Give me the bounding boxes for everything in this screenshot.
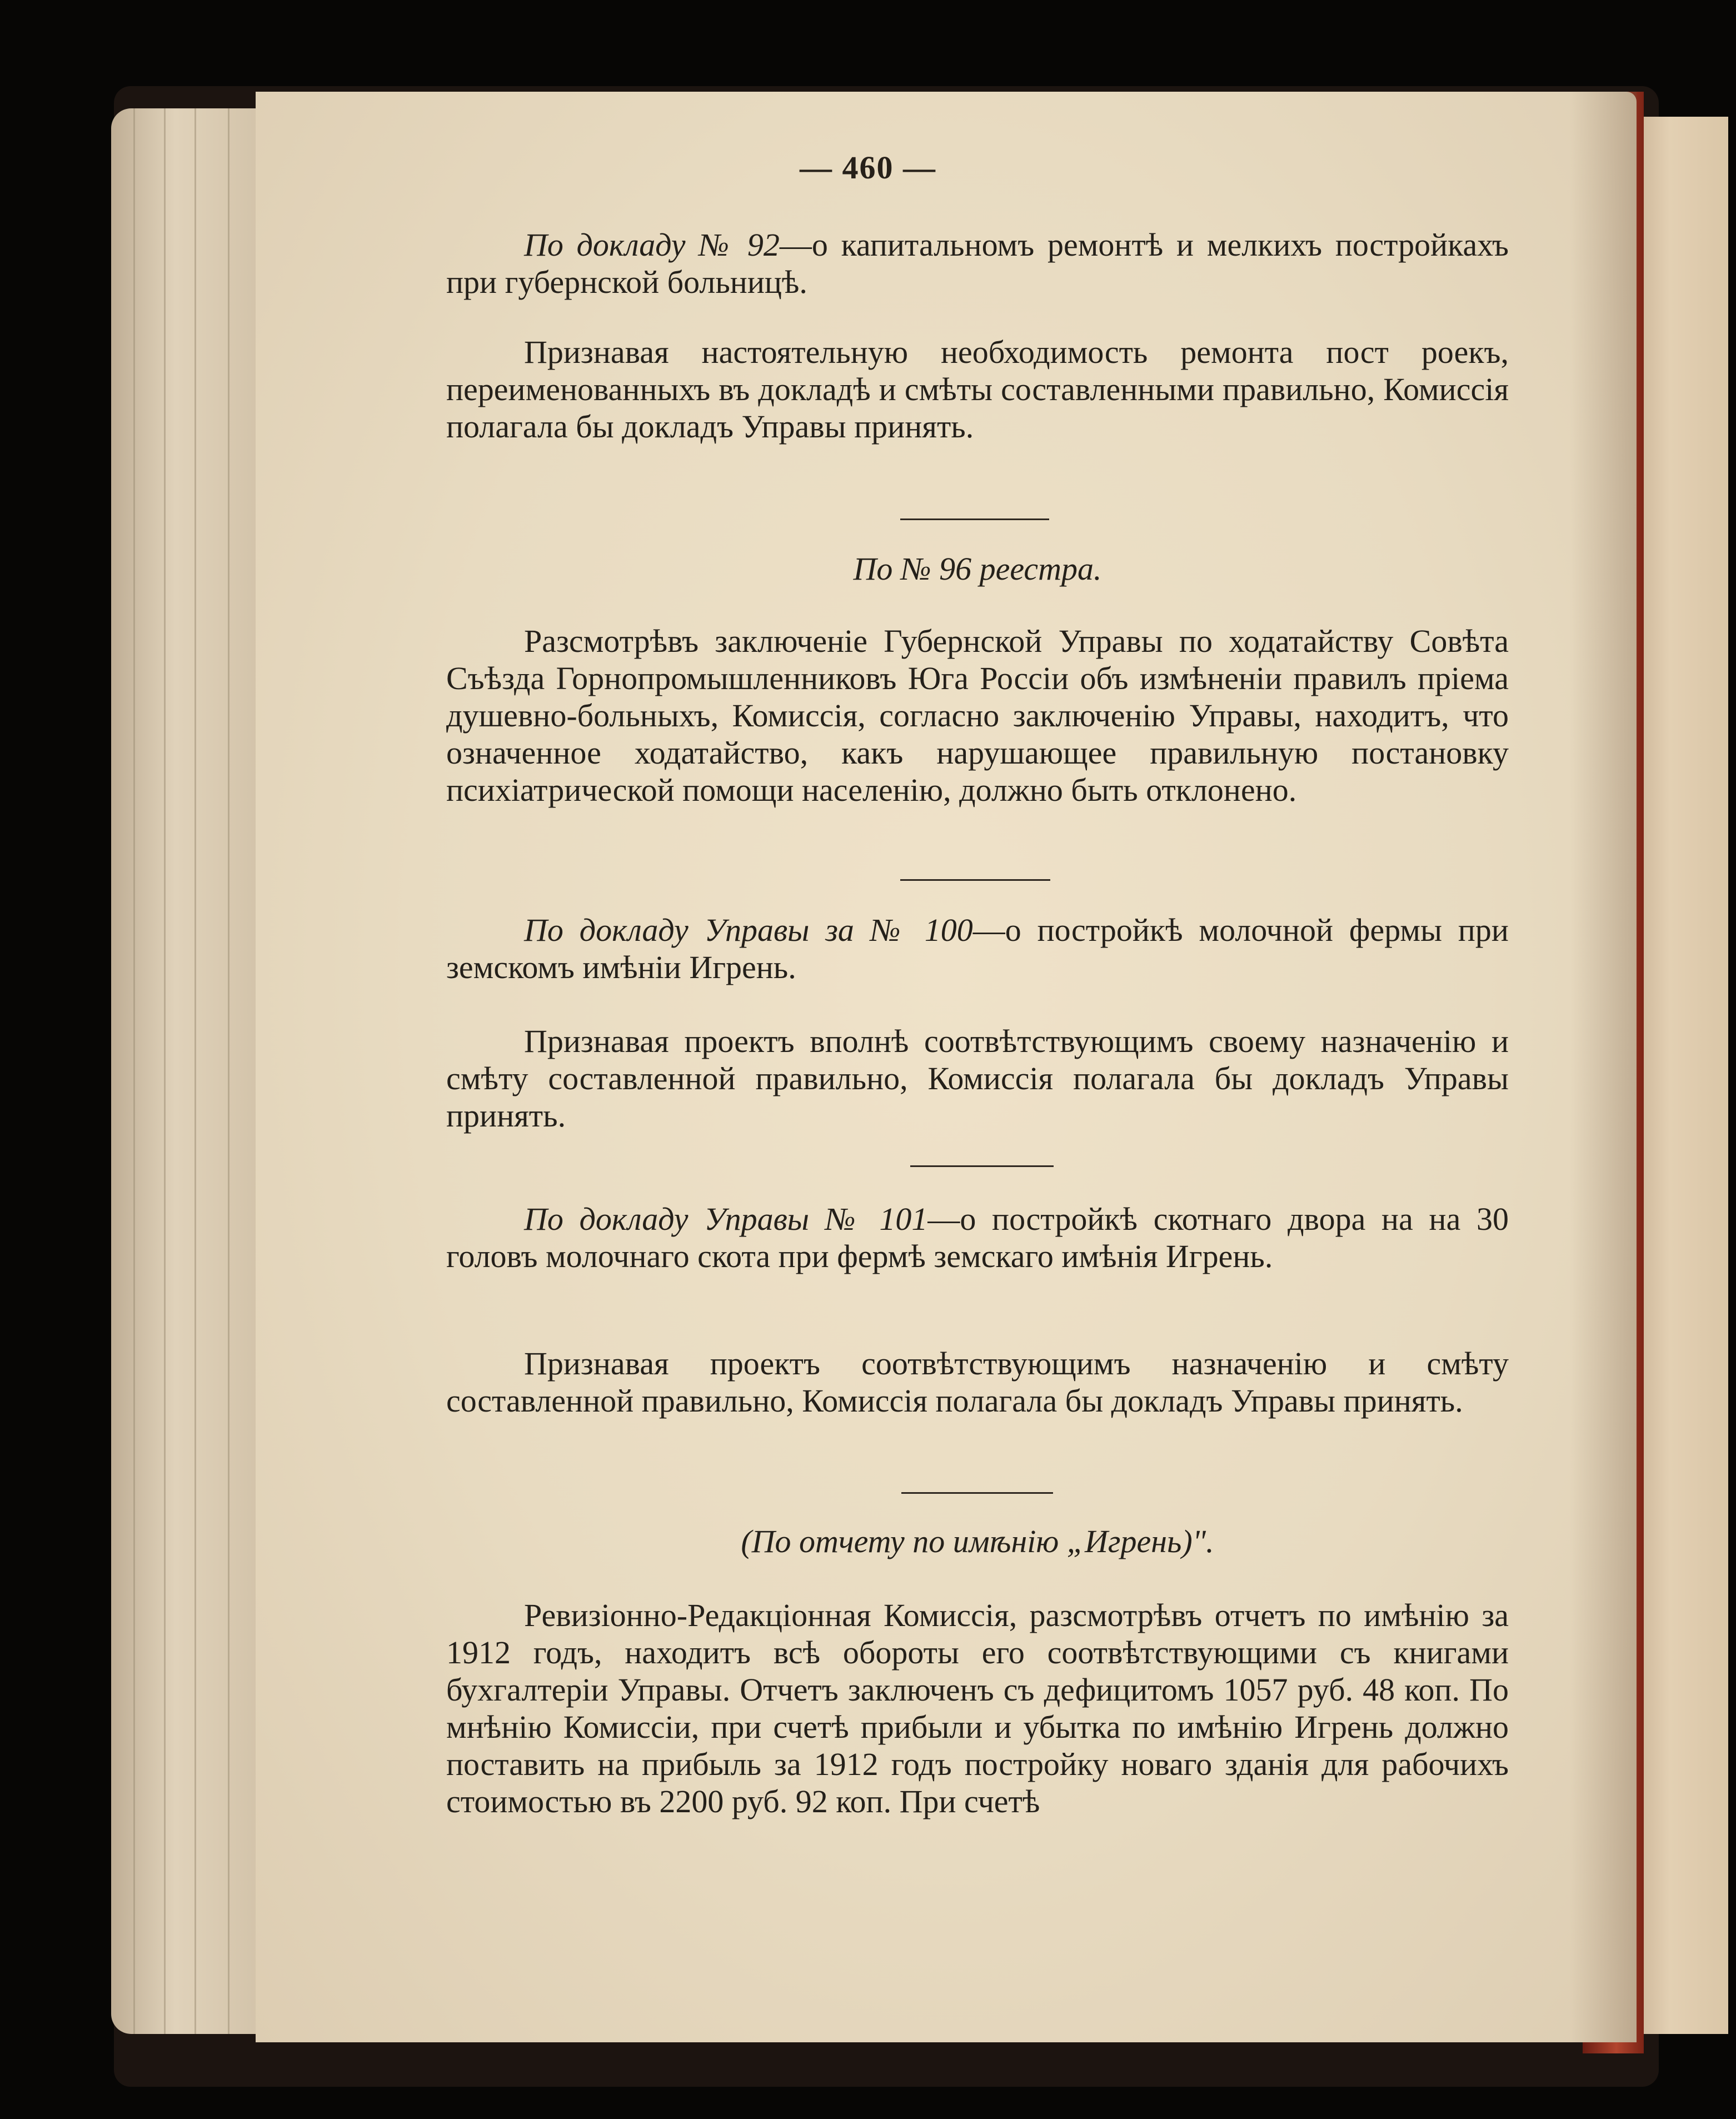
section-divider — [901, 1492, 1053, 1494]
report-101 — [446, 1200, 1509, 1275]
resolution-text: Ревизіонно-Редакціонная Комиссія, разсмотрѣвъ отчетъ по имѣнію за 1912 годъ, находитъ всѣ обороты его соотвѣтствующими съ книгами бухгалтеріи Управы. Отчетъ заключенъ съ дефицитомъ 1057 руб. 48 коп. По мнѣнію Комиссіи, при счетѣ прибыли и убытка по имѣнію Игрень должно поставить на прибыль за 1912 годъ постройку новаго зданія для рабочихъ стоимостью въ 2200 руб. 92 коп. При счетѣ — [446, 1597, 1509, 1819]
section-heading: (По отчету по имѣнію „Игрень)". — [741, 1523, 1214, 1559]
report-text: —о постройкѣ молочной фермы при земскомъ имѣніи Игрень. — [446, 912, 1509, 985]
resolution-92 — [446, 333, 1509, 445]
report-100 — [446, 911, 1509, 986]
report-text: —о постройкѣ скотнаго двора на на 30 головъ молочнаго скота при фермѣ земскаго имѣнія Игрень. — [446, 1201, 1509, 1274]
resolution-text: Разсмотрѣвъ заключеніе Губернской Управы по ходатайству Совѣта Съѣзда Горнопромышленниковъ Юга Россіи объ измѣненіи правилъ пріема душевно-больныхъ, Комиссія, согласно заключенію Управы, находитъ, что означенное ходатайство, какъ нарушающее правильную постановку психіатрической помощи населенію, должно быть отклонено. — [446, 623, 1509, 808]
resolution-report — [446, 1597, 1509, 1820]
section-divider — [910, 1165, 1054, 1167]
report-text: —о капитальномъ ремонтѣ и мелкихъ постройкахъ при губернской больницѣ. — [446, 227, 1509, 300]
resolution-text: Признавая проектъ вполнѣ соотвѣтствующимъ своему назначенію и смѣту составленной правильно, Комиссія полагала бы докладъ Управы принять. — [446, 1023, 1509, 1134]
report-lead: По докладу № 92 — [524, 227, 780, 263]
report-92 — [446, 226, 1509, 301]
resolution-100 — [446, 1023, 1509, 1134]
section-heading: По № 96 реестра. — [853, 551, 1102, 587]
report-lead: По докладу Управы № 101 — [524, 1201, 928, 1237]
report-lead: По докладу Управы за № 100 — [524, 912, 973, 948]
resolution-text: Признавая настоятельную необходимость ремонта пост роекъ, переименованныхъ въ докладѣ и смѣты составленными правильно, Комиссія полагала бы докладъ Управы принять. — [446, 334, 1509, 445]
section-divider — [900, 518, 1049, 520]
page-number: — 460 — — [800, 149, 936, 186]
resolution-101 — [446, 1345, 1509, 1419]
resolution-96 — [446, 622, 1509, 809]
facing-page-edge — [1631, 117, 1728, 2034]
resolution-text: Признавая проектъ соотвѣтствующимъ назначенію и смѣту составленной правильно, Комиссія полагала бы докладъ Управы принять. — [446, 1345, 1509, 1419]
section-divider — [900, 879, 1050, 881]
